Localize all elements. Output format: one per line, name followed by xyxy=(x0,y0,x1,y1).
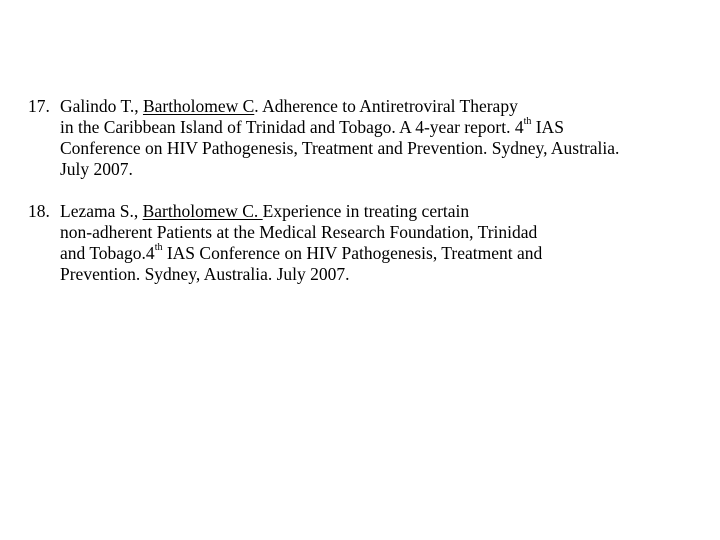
reference-line-2 xyxy=(60,117,698,138)
ordinal-superscript: th xyxy=(523,116,532,128)
ordinal-superscript: th xyxy=(154,242,163,254)
reference-line-4: July 2007. xyxy=(60,159,133,179)
reference-list xyxy=(28,96,698,285)
reference-17 xyxy=(28,96,698,180)
reference-number: 17. xyxy=(28,96,50,116)
first-author: Galindo T., xyxy=(60,96,143,116)
reference-number: 18. xyxy=(28,201,50,221)
underlined-author: Bartholomew C. xyxy=(142,201,263,221)
first-author: Lezama S., xyxy=(60,201,143,221)
reference-line-3 xyxy=(60,243,698,264)
reference-line-2: non-adherent Patients at the Medical Research Foundation, Trinidad xyxy=(60,222,538,242)
reference-line-2-end: IAS xyxy=(531,117,564,137)
reference-line-2-text: in the Caribbean Island of Trinidad and Tobago. A 4-year report. 4 xyxy=(60,117,524,137)
reference-title-start: . Adherence to Antiretroviral Therapy xyxy=(254,96,518,116)
reference-line-3-end: IAS Conference on HIV Pathogenesis, Treatment and xyxy=(162,243,543,263)
reference-line-3-text: and Tobago.4 xyxy=(60,243,155,263)
reference-18 xyxy=(28,201,698,285)
reference-line-1 xyxy=(60,96,698,117)
reference-line-3: Conference on HIV Pathogenesis, Treatment and Prevention. Sydney, Australia. xyxy=(60,138,620,158)
reference-title-start: Experience in treating certain xyxy=(262,201,470,221)
reference-line-1 xyxy=(60,201,698,222)
reference-line-4: Prevention. Sydney, Australia. July 2007. xyxy=(60,264,350,284)
underlined-author: Bartholomew C xyxy=(142,96,255,116)
